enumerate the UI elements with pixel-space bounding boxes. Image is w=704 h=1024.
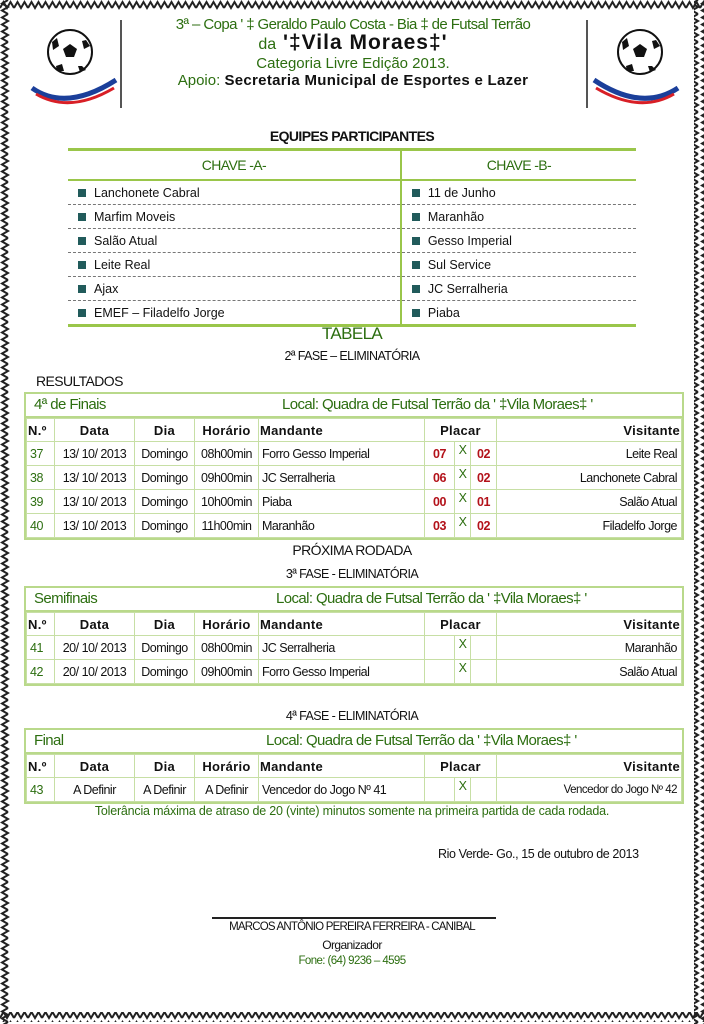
game-row <box>27 466 682 490</box>
home-score: 00 <box>425 490 455 514</box>
away-score <box>471 660 497 684</box>
final-local: Local: Quadra de Futsal Terrão da ' ‡Vila Moraes‡ ' <box>266 732 577 749</box>
team-cell-b <box>401 277 636 301</box>
header-line2 <box>120 31 586 55</box>
col-n: N.º <box>27 419 55 442</box>
apoio-label: Apoio: <box>177 72 221 89</box>
phase3-title: 3ª FASE - ELIMINATÓRIA <box>285 567 419 581</box>
score-separator: X <box>455 778 471 802</box>
bullet-square-icon <box>412 285 420 293</box>
game-day: Domingo <box>135 442 195 466</box>
bullet-square-icon <box>412 261 420 269</box>
game-away-team: Leite Real <box>497 442 682 466</box>
team-name: Marfim Moveis <box>94 209 176 224</box>
team-row <box>68 180 636 205</box>
game-time: 11h00min <box>195 514 259 538</box>
game-home-team: Vencedor do Jogo Nº 41 <box>259 778 425 802</box>
team-cell-b <box>401 253 636 277</box>
team-name: Salão Atual <box>94 233 158 248</box>
header-vila-moraes: '‡Vila Moraes‡' <box>282 31 448 54</box>
bullet-square-icon <box>78 213 86 221</box>
team-cell-a <box>68 301 401 326</box>
game-time: A Definir <box>195 778 259 802</box>
semi-box <box>24 586 684 686</box>
col-placar: Placar <box>425 755 497 778</box>
col-n: N.º <box>27 613 55 636</box>
game-day: Domingo <box>135 660 195 684</box>
col-mandante: Mandante <box>259 613 425 636</box>
tolerancia-note: Tolerância máxima de atraso de 20 (vinte) minutos somente na primeira partida de cada rodada. <box>94 804 610 818</box>
final-box <box>24 728 684 804</box>
col-visitante: Visitante <box>497 613 682 636</box>
game-day: Domingo <box>135 636 195 660</box>
team-cell-b <box>401 301 636 326</box>
game-away-team: Salão Atual <box>497 660 682 684</box>
col-n: N.º <box>27 755 55 778</box>
home-score <box>425 778 455 802</box>
game-away-team: Salão Atual <box>497 490 682 514</box>
proxima-title: PRÓXIMA RODADA <box>292 542 412 558</box>
game-home-team: JC Serralheria <box>259 636 425 660</box>
bullet-square-icon <box>412 237 420 245</box>
bullet-square-icon <box>412 213 420 221</box>
score-separator: X <box>455 442 471 466</box>
game-number: 37 <box>27 442 55 466</box>
game-home-team: Forro Gesso Imperial <box>259 442 425 466</box>
col-mandante: Mandante <box>259 755 425 778</box>
game-date: 13/ 10/ 2013 <box>55 442 135 466</box>
phase2-title: 2ª FASE – ELIMINATÓRIA <box>284 349 420 363</box>
team-name: Maranhão <box>427 209 485 224</box>
organizer-role: Organizador <box>322 938 382 952</box>
game-home-team: Forro Gesso Imperial <box>259 660 425 684</box>
signature-line <box>212 917 496 919</box>
chave-a-header: CHAVE -A- <box>68 150 401 181</box>
organizer-phone: Fone: (64) 9236 – 4595 <box>298 955 406 967</box>
game-home-team: JC Serralheria <box>259 466 425 490</box>
col-horario: Horário <box>195 755 259 778</box>
home-score: 03 <box>425 514 455 538</box>
game-day: Domingo <box>135 490 195 514</box>
away-score: 02 <box>471 514 497 538</box>
quartas-table <box>26 418 682 538</box>
game-time: 09h00min <box>195 466 259 490</box>
home-score: 06 <box>425 466 455 490</box>
header-apoio <box>120 72 586 89</box>
teams-title: EQUIPES PARTICIPANTES <box>269 128 435 144</box>
game-row <box>27 778 682 802</box>
quartas-header <box>26 394 682 418</box>
team-name: Gesso Imperial <box>427 233 512 248</box>
header-da: da <box>258 36 277 53</box>
team-name: Piaba <box>427 305 460 320</box>
game-date: 13/ 10/ 2013 <box>55 466 135 490</box>
home-score: 07 <box>425 442 455 466</box>
team-name: Sul Service <box>427 257 492 272</box>
bullet-square-icon <box>412 309 420 317</box>
score-separator: X <box>455 660 471 684</box>
resultados-title: RESULTADOS <box>36 373 123 389</box>
team-cell-a <box>68 277 401 301</box>
semi-header <box>26 588 682 612</box>
apoio-name: Secretaria Municipal de Esportes e Lazer <box>224 72 529 89</box>
col-dia: Dia <box>135 419 195 442</box>
team-row <box>68 205 636 229</box>
game-day: Domingo <box>135 514 195 538</box>
semi-label: Semifinais <box>34 590 98 607</box>
game-number: 38 <box>27 466 55 490</box>
team-name: EMEF – Filadelfo Jorge <box>94 305 225 320</box>
chave-b-header: CHAVE -B- <box>401 150 636 181</box>
score-separator: X <box>455 514 471 538</box>
bullet-square-icon <box>78 261 86 269</box>
organizer-name: MARCOS ANTÔNIO PEREIRA FERREIRA - CANIBAL <box>229 921 475 933</box>
col-placar: Placar <box>425 613 497 636</box>
col-visitante: Visitante <box>497 419 682 442</box>
bullet-square-icon <box>78 309 86 317</box>
semi-local: Local: Quadra de Futsal Terrão da ' ‡Vila Moraes‡ ' <box>276 590 587 607</box>
home-score <box>425 636 455 660</box>
score-separator: X <box>455 636 471 660</box>
col-dia: Dia <box>135 755 195 778</box>
game-home-team: Piaba <box>259 490 425 514</box>
final-header <box>26 730 682 754</box>
game-date: 20/ 10/ 2013 <box>55 636 135 660</box>
score-separator: X <box>455 490 471 514</box>
game-date: 13/ 10/ 2013 <box>55 490 135 514</box>
game-row <box>27 490 682 514</box>
away-score: 02 <box>471 466 497 490</box>
game-date: A Definir <box>55 778 135 802</box>
team-row <box>68 253 636 277</box>
team-name: JC Serralheria <box>427 281 508 296</box>
final-table <box>26 754 682 802</box>
away-score: 02 <box>471 442 497 466</box>
team-name: 11 de Junho <box>427 185 496 200</box>
game-row <box>27 660 682 684</box>
col-mandante: Mandante <box>259 419 425 442</box>
col-horario: Horário <box>195 613 259 636</box>
header-divider-right <box>586 20 588 108</box>
table-header-row <box>27 419 682 442</box>
col-visitante: Visitante <box>497 755 682 778</box>
team-cell-b <box>401 229 636 253</box>
game-time: 10h00min <box>195 490 259 514</box>
col-placar: Placar <box>425 419 497 442</box>
team-row <box>68 301 636 326</box>
game-date: 13/ 10/ 2013 <box>55 514 135 538</box>
game-number: 40 <box>27 514 55 538</box>
soccer-ball-logo-left <box>26 22 118 106</box>
team-row <box>68 277 636 301</box>
team-cell-a <box>68 180 401 205</box>
team-name: Leite Real <box>94 257 151 272</box>
team-cell-a <box>68 205 401 229</box>
final-label: Final <box>34 732 64 749</box>
away-score <box>471 636 497 660</box>
place-date: Rio Verde- Go., 15 de outubro de 2013 <box>438 847 639 861</box>
team-name: Lanchonete Cabral <box>94 185 200 200</box>
team-cell-b <box>401 180 636 205</box>
tabela-title: TABELA <box>321 324 383 343</box>
away-score: 01 <box>471 490 497 514</box>
semi-table <box>26 612 682 684</box>
phase4-title: 4ª FASE - ELIMINATÓRIA <box>285 709 419 723</box>
game-day: A Definir <box>135 778 195 802</box>
quartas-label: 4ª de Finais <box>34 396 106 413</box>
game-row <box>27 636 682 660</box>
game-number: 43 <box>27 778 55 802</box>
header <box>120 6 586 114</box>
col-data: Data <box>55 755 135 778</box>
away-score <box>471 778 497 802</box>
game-time: 08h00min <box>195 442 259 466</box>
game-date: 20/ 10/ 2013 <box>55 660 135 684</box>
col-data: Data <box>55 419 135 442</box>
team-cell-b <box>401 205 636 229</box>
game-row <box>27 442 682 466</box>
game-number: 39 <box>27 490 55 514</box>
soccer-ball-logo-right <box>592 22 684 106</box>
game-away-team: Maranhão <box>497 636 682 660</box>
team-name: Ajax <box>94 281 119 296</box>
game-number: 41 <box>27 636 55 660</box>
game-away-team: Vencedor do Jogo Nº 42 <box>497 778 682 802</box>
game-home-team: Maranhão <box>259 514 425 538</box>
table-header-row <box>27 755 682 778</box>
score-separator: X <box>455 466 471 490</box>
team-cell-a <box>68 229 401 253</box>
bullet-square-icon <box>78 189 86 197</box>
team-cell-a <box>68 253 401 277</box>
quartas-local: Local: Quadra de Futsal Terrão da ' ‡Vila Moraes‡ ' <box>282 396 593 413</box>
header-line1: 3ª – Copa ' ‡ Geraldo Paulo Costa - Bia ‡ de Futsal Terrão <box>175 16 531 33</box>
header-category: Categoria Livre Edição 2013. <box>256 55 450 72</box>
col-dia: Dia <box>135 613 195 636</box>
game-row <box>27 514 682 538</box>
game-number: 42 <box>27 660 55 684</box>
game-away-team: Lanchonete Cabral <box>497 466 682 490</box>
game-away-team: Filadelfo Jorge <box>497 514 682 538</box>
teams-table <box>68 148 636 327</box>
quartas-box <box>24 392 684 540</box>
col-horario: Horário <box>195 419 259 442</box>
bullet-square-icon <box>78 237 86 245</box>
table-header-row <box>27 613 682 636</box>
team-row <box>68 229 636 253</box>
bullet-square-icon <box>412 189 420 197</box>
bullet-square-icon <box>78 285 86 293</box>
home-score <box>425 660 455 684</box>
game-day: Domingo <box>135 466 195 490</box>
game-time: 09h00min <box>195 660 259 684</box>
col-data: Data <box>55 613 135 636</box>
game-time: 08h00min <box>195 636 259 660</box>
